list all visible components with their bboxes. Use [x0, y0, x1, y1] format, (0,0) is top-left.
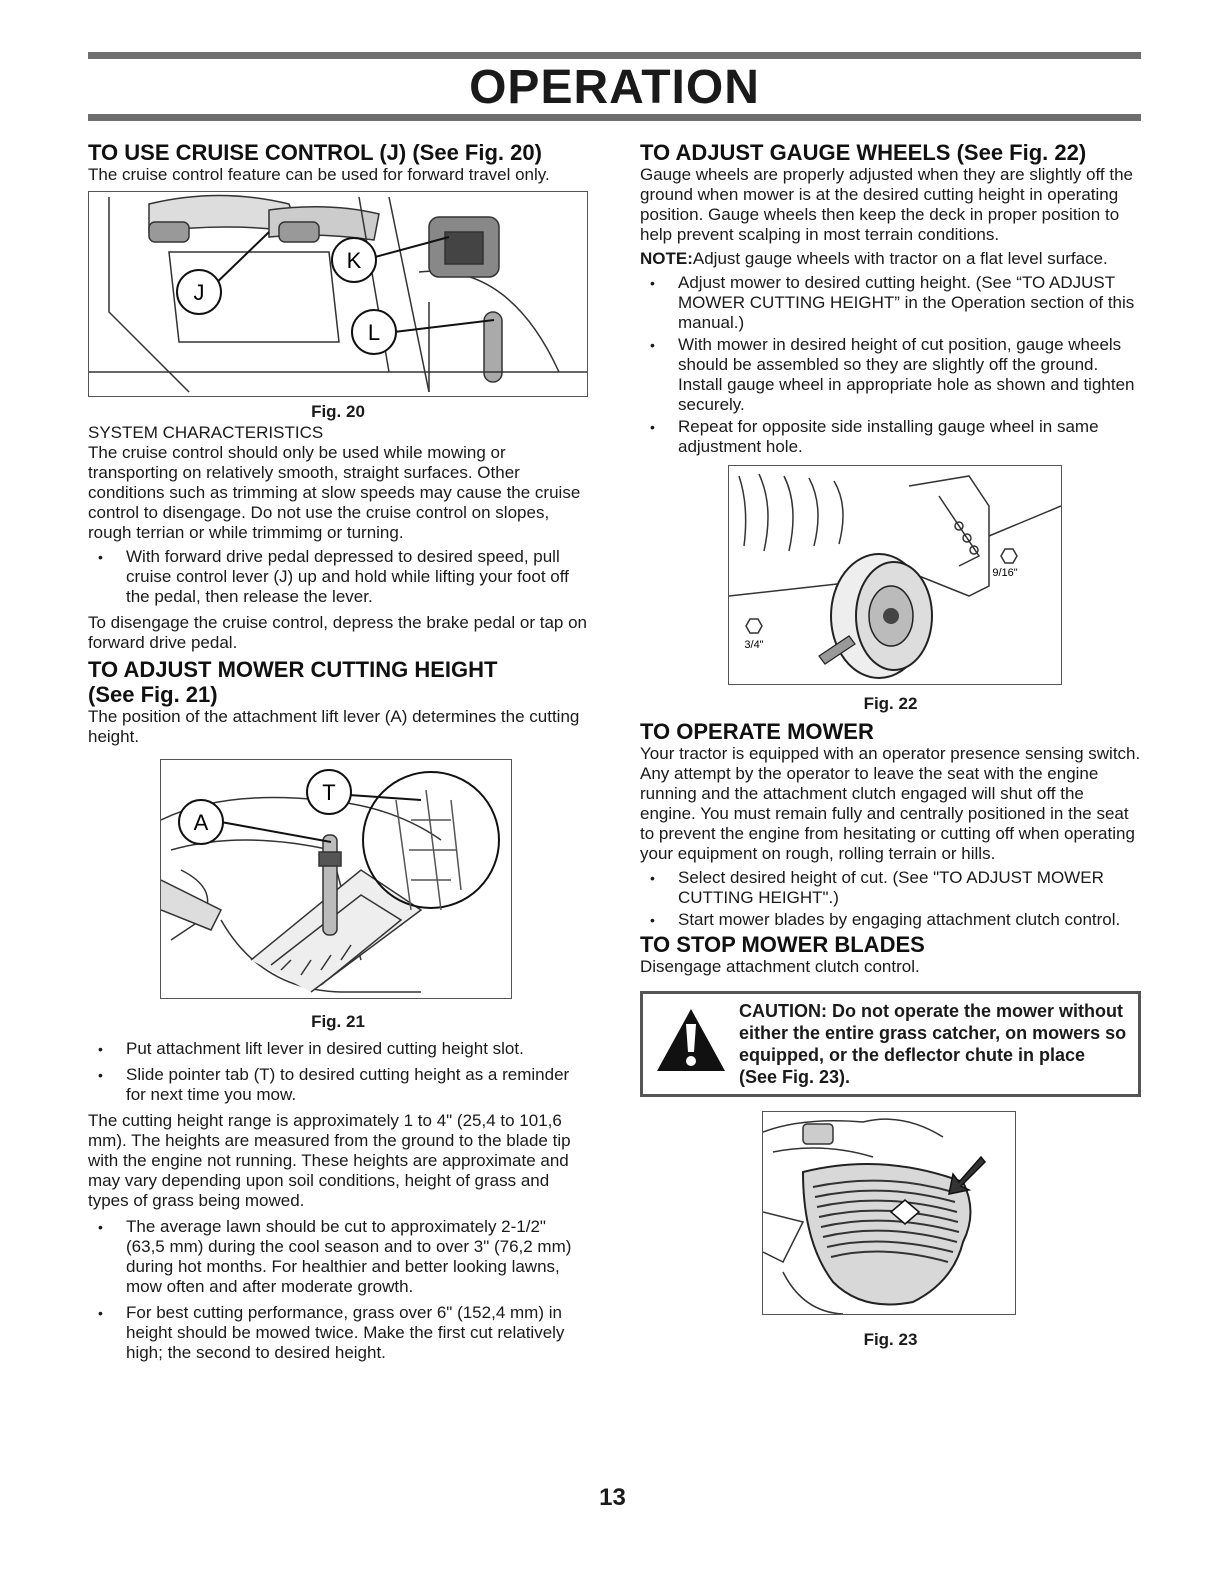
cutting-height-bullet-2: • Slide pointer tab (T) to desired cutting height as a reminder for next time you mow. — [88, 1065, 588, 1105]
cruise-disengage-text: To disengage the cruise control, depress the brake pedal or tap on forward drive pedal. — [88, 613, 587, 652]
gauge-wheels-heading: TO ADJUST GAUGE WHEELS (See Fig. 22) — [640, 140, 1087, 165]
fig21-label-a: A — [193, 810, 209, 835]
operate-mower-heading: TO OPERATE MOWER — [640, 719, 874, 744]
system-characteristics-heading: SYSTEM CHARACTERISTICS — [88, 423, 324, 442]
fig22-caption: Fig. 22 — [863, 694, 918, 713]
cruise-bullet: • With forward drive pedal depressed to desired speed, pull cruise control lever (J) up and hold while lifting your foot off the pedal, then release the lever. — [88, 547, 588, 607]
system-characteristics-text: The cruise control should only be used while mowing or transporting on relatively smooth, straight surfaces. Other conditions such as trimming at slow speeds may cause the cruise control to disengage. Do not use the cruise control on slopes, rough terrian or while trimmimg or turning. — [88, 443, 581, 542]
header-rule-bottom — [88, 114, 1141, 121]
figure-22 — [728, 465, 1062, 685]
figure-21 — [160, 759, 512, 999]
figure-20 — [88, 191, 588, 397]
figure-20-illustration — [89, 192, 587, 396]
page-title: OPERATION — [469, 61, 760, 114]
cutting-height-bullet-1: • Put attachment lift lever in desired cutting height slot. — [88, 1039, 588, 1059]
fig22-label-916: 9/16" — [992, 567, 1018, 579]
fig20-label-k: K — [346, 248, 362, 273]
caution-box — [640, 991, 1141, 1097]
figure-22-illustration — [729, 466, 1061, 684]
note-label: NOTE: — [640, 249, 693, 268]
operate-bullet-2: • Start mower blades by engaging attachment clutch control. — [640, 910, 1141, 930]
fig22-label-34: 3/4" — [744, 639, 764, 651]
cutting-height-bullet-3: • The average lawn should be cut to approximately 2-1/2" (63,5 mm) during the cool season and to over 3" (76,2 mm) during hot months. For healthier and better looking lawns, mow often and after moderate growth. — [88, 1217, 588, 1297]
figure-21-illustration — [161, 760, 511, 998]
header-rule-top — [88, 52, 1141, 59]
operate-bullet-1: • Select desired height of cut. (See "TO ADJUST MOWER CUTTING HEIGHT".) — [640, 868, 1141, 908]
cruise-intro: The cruise control feature can be used for forward travel only. — [88, 165, 550, 184]
cutting-height-bullets-b — [88, 1217, 588, 1363]
fig23-caption: Fig. 23 — [863, 1330, 918, 1349]
figure-23-illustration — [763, 1112, 1015, 1314]
fig20-label-l: L — [367, 320, 381, 345]
stop-blades-text: Disengage attachment clutch control. — [640, 957, 920, 976]
stop-blades-heading: TO STOP MOWER BLADES — [640, 932, 925, 957]
cruise-bullets — [88, 547, 588, 607]
note-text: Adjust gauge wheels with tractor on a flat level surface. — [692, 249, 1108, 268]
cutting-height-intro: The position of the attachment lift lever (A) determines the cutting height. — [88, 707, 580, 746]
caution-text: CAUTION: Do not operate the mower without either the entire grass catcher, on mowers so equipped, or the deflector chute in place (See Fig. 23). — [739, 1001, 1127, 1087]
gauge-wheels-bullets — [640, 273, 1141, 457]
operate-mower-bullets — [640, 868, 1141, 930]
warning-triangle-icon — [655, 1006, 727, 1079]
gauge-wheels-note — [640, 249, 1141, 269]
left-column — [88, 140, 588, 1369]
gauge-wheels-intro: Gauge wheels are properly adjusted when they are slightly off the ground when mower is at the desired cutting height in operating position. Gauge wheels then keep the deck in proper position to help prevent scalping in most terrain conditions. — [640, 165, 1133, 244]
page-number: 13 — [599, 1484, 626, 1511]
fig20-label-j: J — [193, 280, 205, 305]
cutting-height-heading-line2: (See Fig. 21) — [88, 682, 218, 707]
gauge-bullet-3: • Repeat for opposite side installing gauge wheel in same adjustment hole. — [640, 417, 1141, 457]
right-column — [640, 140, 1141, 1351]
cutting-height-heading-line1: TO ADJUST MOWER CUTTING HEIGHT — [88, 657, 498, 682]
figure-23 — [762, 1111, 1016, 1315]
cutting-height-bullets-a — [88, 1039, 588, 1105]
gauge-bullet-1: • Adjust mower to desired cutting height. (See “TO ADJUST MOWER CUTTING HEIGHT” in the Operation section of this manual.) — [640, 273, 1141, 333]
gauge-bullet-2: • With mower in desired height of cut position, gauge wheels should be assembled so they are slightly off the ground. Install gauge wheel in appropriate hole as shown and tighten securely. — [640, 335, 1141, 415]
fig20-caption: Fig. 20 — [311, 402, 365, 421]
cutting-height-range-text: The cutting height range is approximately 1 to 4" (25,4 to 101,6 mm). The heights are measured from the ground to the blade tip with the engine not running. These heights are approximate and may vary depending upon soil conditions, height of grass and types of grass being mowed. — [88, 1111, 571, 1210]
cutting-height-bullet-4: • For best cutting performance, grass over 6" (152,4 mm) in height should be mowed twice. Make the first cut relatively high; the second to desired height. — [88, 1303, 588, 1363]
fig21-label-t: T — [322, 780, 336, 805]
operate-mower-text: Your tractor is equipped with an operator presence sensing switch. Any attempt by the operator to leave the seat with the engine running and the attachment clutch engaged will shut off the engine. You must remain fully and centrally positioned in the seat to prevent the engine from hesitating or cutting off when operating your equipment on rough, rolling terrain or hills. — [640, 744, 1141, 863]
cruise-heading: TO USE CRUISE CONTROL (J) (See Fig. 20) — [88, 140, 542, 165]
fig21-caption: Fig. 21 — [311, 1012, 365, 1031]
